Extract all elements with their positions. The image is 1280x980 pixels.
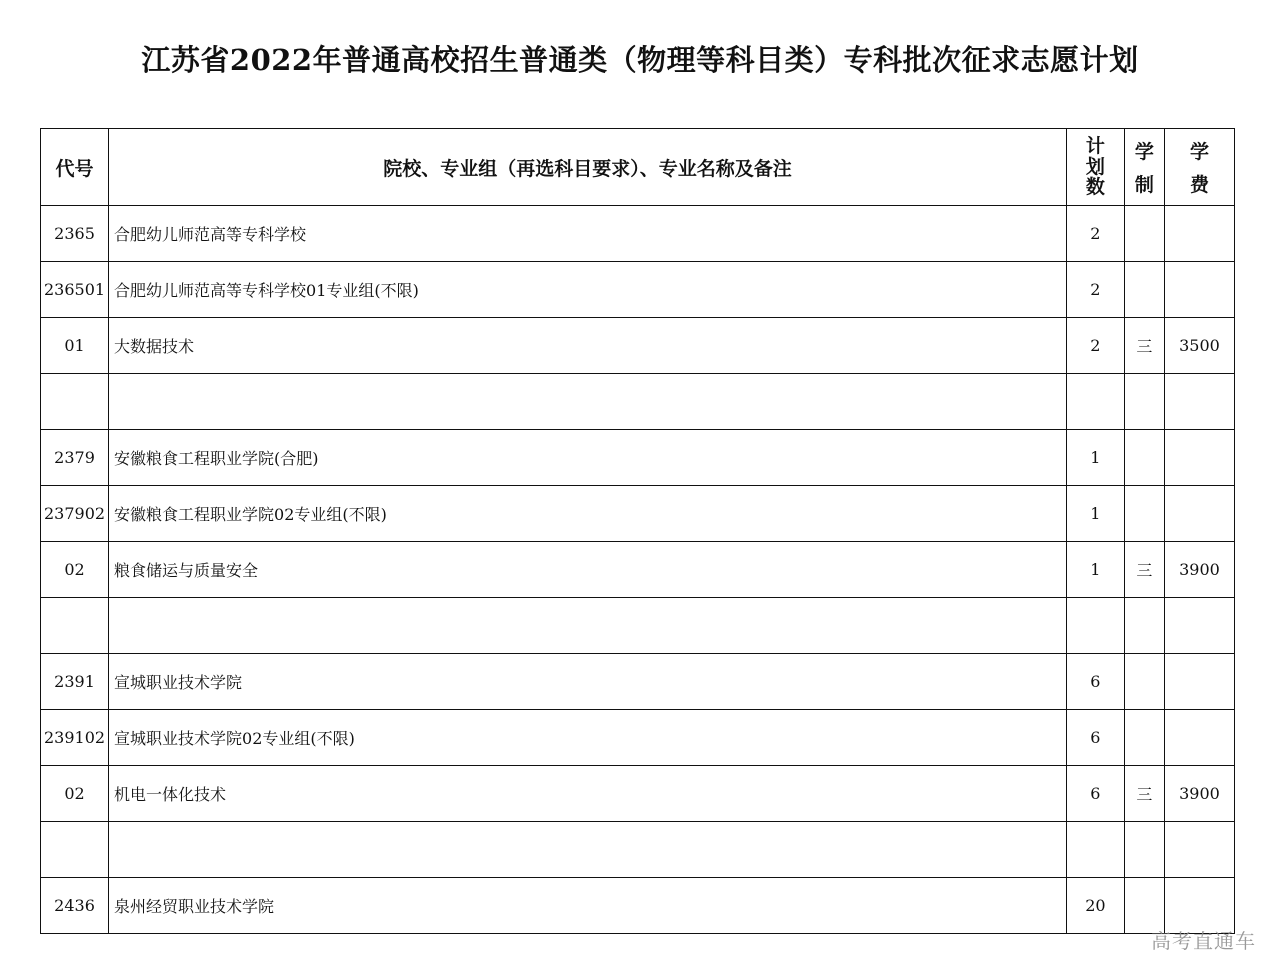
- cell-years: [1124, 262, 1164, 318]
- table-row: [41, 878, 1235, 934]
- header-years-char: 学: [1134, 141, 1154, 163]
- table-row: [41, 710, 1235, 766]
- table-row: [41, 654, 1235, 710]
- cell-fee: [1164, 710, 1234, 766]
- cell-plan: 2: [1066, 318, 1124, 374]
- cell-code: [41, 822, 109, 878]
- cell-fee: [1164, 486, 1234, 542]
- cell-name: [109, 374, 1067, 430]
- cell-name: 宣城职业技术学院: [109, 654, 1067, 710]
- table-row: [41, 430, 1235, 486]
- cell-code: 2365: [41, 206, 109, 262]
- page-title: 江苏省2022年普通高校招生普通类（物理等科目类）专科批次征求志愿计划: [141, 43, 1139, 77]
- cell-plan: [1066, 598, 1124, 654]
- header-years: [1124, 129, 1164, 206]
- watermark: 高考直通车: [1151, 929, 1256, 953]
- cell-plan: 6: [1066, 766, 1124, 822]
- cell-plan: 1: [1066, 486, 1124, 542]
- cell-code: 237902: [41, 486, 109, 542]
- cell-code: 2436: [41, 878, 109, 934]
- cell-fee: 3500: [1164, 318, 1234, 374]
- header-fee-char: 学: [1189, 141, 1209, 163]
- header-plan-char: 划: [1085, 155, 1105, 178]
- header-row: [41, 129, 1235, 206]
- cell-fee: [1164, 374, 1234, 430]
- cell-fee: [1164, 206, 1234, 262]
- cell-code: [41, 598, 109, 654]
- cell-years: [1124, 206, 1164, 262]
- cell-years: [1124, 486, 1164, 542]
- table-body: [41, 206, 1235, 934]
- cell-name: 泉州经贸职业技术学院: [109, 878, 1067, 934]
- cell-years: [1124, 822, 1164, 878]
- cell-fee: [1164, 430, 1234, 486]
- cell-name: 合肥幼儿师范高等专科学校: [109, 206, 1067, 262]
- cell-plan: 1: [1066, 430, 1124, 486]
- cell-name: 安徽粮食工程职业学院(合肥): [109, 430, 1067, 486]
- cell-code: 01: [41, 318, 109, 374]
- cell-plan: 6: [1066, 654, 1124, 710]
- cell-code: 2379: [41, 430, 109, 486]
- cell-fee: 3900: [1164, 766, 1234, 822]
- cell-code: 02: [41, 766, 109, 822]
- cell-plan: [1066, 374, 1124, 430]
- cell-name: 大数据技术: [109, 318, 1067, 374]
- table-row: [41, 206, 1235, 262]
- cell-plan: 2: [1066, 262, 1124, 318]
- cell-fee: 3900: [1164, 542, 1234, 598]
- table-row: [41, 318, 1235, 374]
- cell-name: 机电一体化技术: [109, 766, 1067, 822]
- header-fee-char: 费: [1189, 174, 1209, 196]
- table-row: [41, 262, 1235, 318]
- cell-name: 粮食储运与质量安全: [109, 542, 1067, 598]
- cell-plan: 20: [1066, 878, 1124, 934]
- cell-fee: [1164, 822, 1234, 878]
- cell-years: [1124, 430, 1164, 486]
- cell-plan: 2: [1066, 206, 1124, 262]
- cell-years: [1124, 374, 1164, 430]
- cell-fee: [1164, 654, 1234, 710]
- table-row: [41, 822, 1235, 878]
- cell-years: 三: [1124, 542, 1164, 598]
- cell-name: 合肥幼儿师范高等专科学校01专业组(不限): [109, 262, 1067, 318]
- table-row: [41, 766, 1235, 822]
- cell-years: [1124, 710, 1164, 766]
- cell-fee: [1164, 598, 1234, 654]
- cell-plan: 1: [1066, 542, 1124, 598]
- header-code: 代号: [41, 129, 109, 206]
- header-name: 院校、专业组（再选科目要求）、专业名称及备注: [109, 129, 1067, 206]
- cell-code: 239102: [41, 710, 109, 766]
- cell-code: [41, 374, 109, 430]
- header-years-char: 制: [1134, 174, 1154, 196]
- cell-years: [1124, 654, 1164, 710]
- cell-years: 三: [1124, 318, 1164, 374]
- table-row: [41, 486, 1235, 542]
- table-row: [41, 542, 1235, 598]
- cell-name: [109, 598, 1067, 654]
- cell-plan: [1066, 822, 1124, 878]
- table-header: [41, 129, 1235, 206]
- enrollment-plan-table: [40, 128, 1235, 934]
- table-row: [41, 374, 1235, 430]
- cell-years: 三: [1124, 766, 1164, 822]
- cell-plan: 6: [1066, 710, 1124, 766]
- cell-code: 236501: [41, 262, 109, 318]
- header-plan-char: 计: [1085, 135, 1105, 158]
- header-plan: [1066, 129, 1124, 206]
- cell-name: 宣城职业技术学院02专业组(不限): [109, 710, 1067, 766]
- cell-name: 安徽粮食工程职业学院02专业组(不限): [109, 486, 1067, 542]
- table-row: [41, 598, 1235, 654]
- header-fee: [1164, 129, 1234, 206]
- cell-name: [109, 822, 1067, 878]
- cell-code: 02: [41, 542, 109, 598]
- header-plan-char: 数: [1085, 176, 1105, 199]
- cell-code: 2391: [41, 654, 109, 710]
- cell-years: [1124, 598, 1164, 654]
- cell-fee: [1164, 262, 1234, 318]
